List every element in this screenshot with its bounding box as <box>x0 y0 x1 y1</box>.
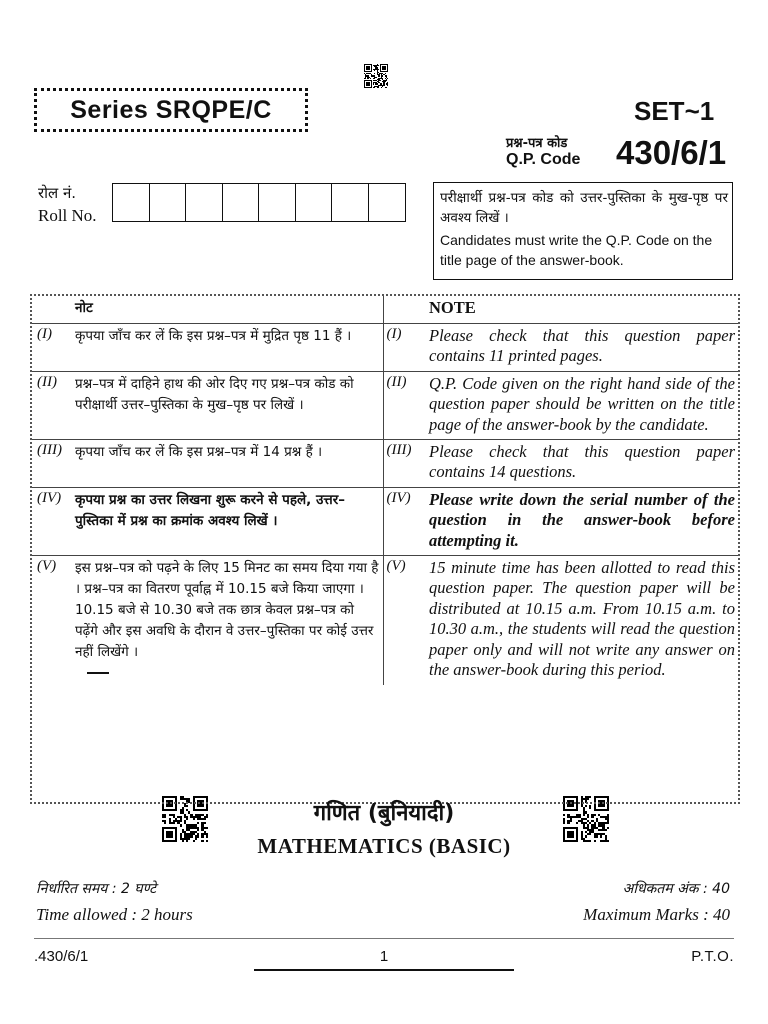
set-label: SET~1 <box>634 96 715 126</box>
note-text-hindi: प्रश्न–पत्र में दाहिने हाथ की ओर दिए गए प्रश्न–पत्र कोड को परीक्षार्थी उत्तर–पुस्तिका के मुख–पृष्ठ पर लिखें । <box>72 371 383 439</box>
note-text-english: Please check that this question paper contains 14 questions. <box>426 440 738 488</box>
top-qr-code-icon <box>364 64 388 88</box>
notes-table <box>32 296 738 685</box>
note-row <box>32 487 738 555</box>
note-number: (II) <box>383 371 426 439</box>
note-number: (I) <box>383 324 426 372</box>
roll-no-boxes[interactable] <box>112 183 406 222</box>
note-text-hindi: कृपया जाँच कर लें कि इस प्रश्न–पत्र में मुद्रित पृष्ठ 11 हैं । <box>72 324 383 372</box>
end-dash <box>87 672 109 674</box>
roll-no-label: Roll No. <box>38 206 97 225</box>
subject-title-english: MATHEMATICS (BASIC) <box>257 834 511 858</box>
instruction-english: Candidates must write the Q.P. Code on the title page of the answer-book. <box>440 232 713 268</box>
instruction-hindi: परीक्षार्थी प्रश्न-पत्र कोड को उत्तर-पुस्तिका के मुख-पृष्ठ पर अवश्य लिखें । <box>440 190 728 226</box>
footer-divider <box>34 938 734 939</box>
roll-digit-box[interactable] <box>186 184 223 221</box>
note-text-english: 15 minute time has been allotted to read this question paper. The question paper will be distributed at 10.15 a.m. From 10.15 a.m. to 10.30 a.m., the students will read the question paper only and will not write any answer on the answer-book during this period. <box>426 556 738 685</box>
roll-digit-box[interactable] <box>296 184 333 221</box>
note-number: (V) <box>32 556 72 685</box>
roll-digit-box[interactable] <box>150 184 187 221</box>
note-row <box>32 324 738 372</box>
note-number: (II) <box>32 371 72 439</box>
note-text-hindi: कृपया जाँच कर लें कि इस प्रश्न–पत्र में 14 प्रश्न हैं । <box>72 440 383 488</box>
qp-code-label: Q.P. Code <box>506 151 581 168</box>
max-marks: Maximum Marks : 40 <box>583 905 730 924</box>
roll-digit-box[interactable] <box>332 184 369 221</box>
note-text-hindi: कृपया प्रश्न का उत्तर लिखना शुरू करने से पहले, उत्तर–पुस्तिका में प्रश्न का क्रमांक अवश्य लिखें । <box>72 487 383 555</box>
instruction-box <box>433 182 733 280</box>
roll-digit-box[interactable] <box>369 184 406 221</box>
roll-no-hindi-label: रोल नं. <box>38 184 77 202</box>
time-allowed: Time allowed : 2 hours <box>36 905 193 924</box>
qp-code-value: 430/6/1 <box>616 134 727 171</box>
note-number: (V) <box>383 556 426 685</box>
notes-heading-row <box>32 296 738 324</box>
note-row <box>32 371 738 439</box>
note-heading-hindi: नोट <box>75 300 93 316</box>
subject-title-hindi: गणित (बुनियादी) <box>313 801 455 826</box>
pto-label: P.T.O. <box>691 948 734 965</box>
note-heading-english: NOTE <box>429 298 476 317</box>
series-label: Series SRQPE/C <box>70 95 272 124</box>
roll-digit-box[interactable] <box>113 184 150 221</box>
roll-digit-box[interactable] <box>259 184 296 221</box>
footer-paper-code: .430/6/1 <box>34 948 89 965</box>
note-row <box>32 440 738 488</box>
note-number: (IV) <box>383 487 426 555</box>
notes-frame <box>30 294 740 804</box>
note-number: (IV) <box>32 487 72 555</box>
series-box <box>34 88 308 132</box>
roll-digit-box[interactable] <box>223 184 260 221</box>
note-text-english: Q.P. Code given on the right hand side of the question paper should be written on the title page of the answer-book by the candidate. <box>426 371 738 439</box>
note-row <box>32 556 738 685</box>
qp-code-hindi-label: प्रश्न-पत्र कोड <box>506 136 568 151</box>
time-allowed-hindi: निर्धारित समय : 2 घण्टे <box>36 881 157 897</box>
max-marks-hindi: अधिकतम अंक : 40 <box>622 881 730 897</box>
page-number-rule <box>254 969 514 971</box>
note-text-english: Please check that this question paper contains 11 printed pages. <box>426 324 738 372</box>
note-text-english: Please write down the serial number of the question in the answer-book before attempting it. <box>426 487 738 555</box>
page-number: 1 <box>379 948 389 965</box>
note-number: (III) <box>32 440 72 488</box>
note-number: (I) <box>32 324 72 372</box>
note-number: (III) <box>383 440 426 488</box>
note-text-hindi: इस प्रश्न–पत्र को पढ़ने के लिए 15 मिनट का समय दिया गया है । प्रश्न–पत्र का वितरण पूर्वाह्न में 10.15 बजे किया जाएगा । 10.15 बजे से 10.30 बजे तक छात्र केवल प्रश्न–पत्र को पढ़ेंगे और इस अवधि के दौरान वे उत्तर–पुस्तिका पर कोई उत्तर नहीं लिखेंगे । <box>75 560 379 661</box>
